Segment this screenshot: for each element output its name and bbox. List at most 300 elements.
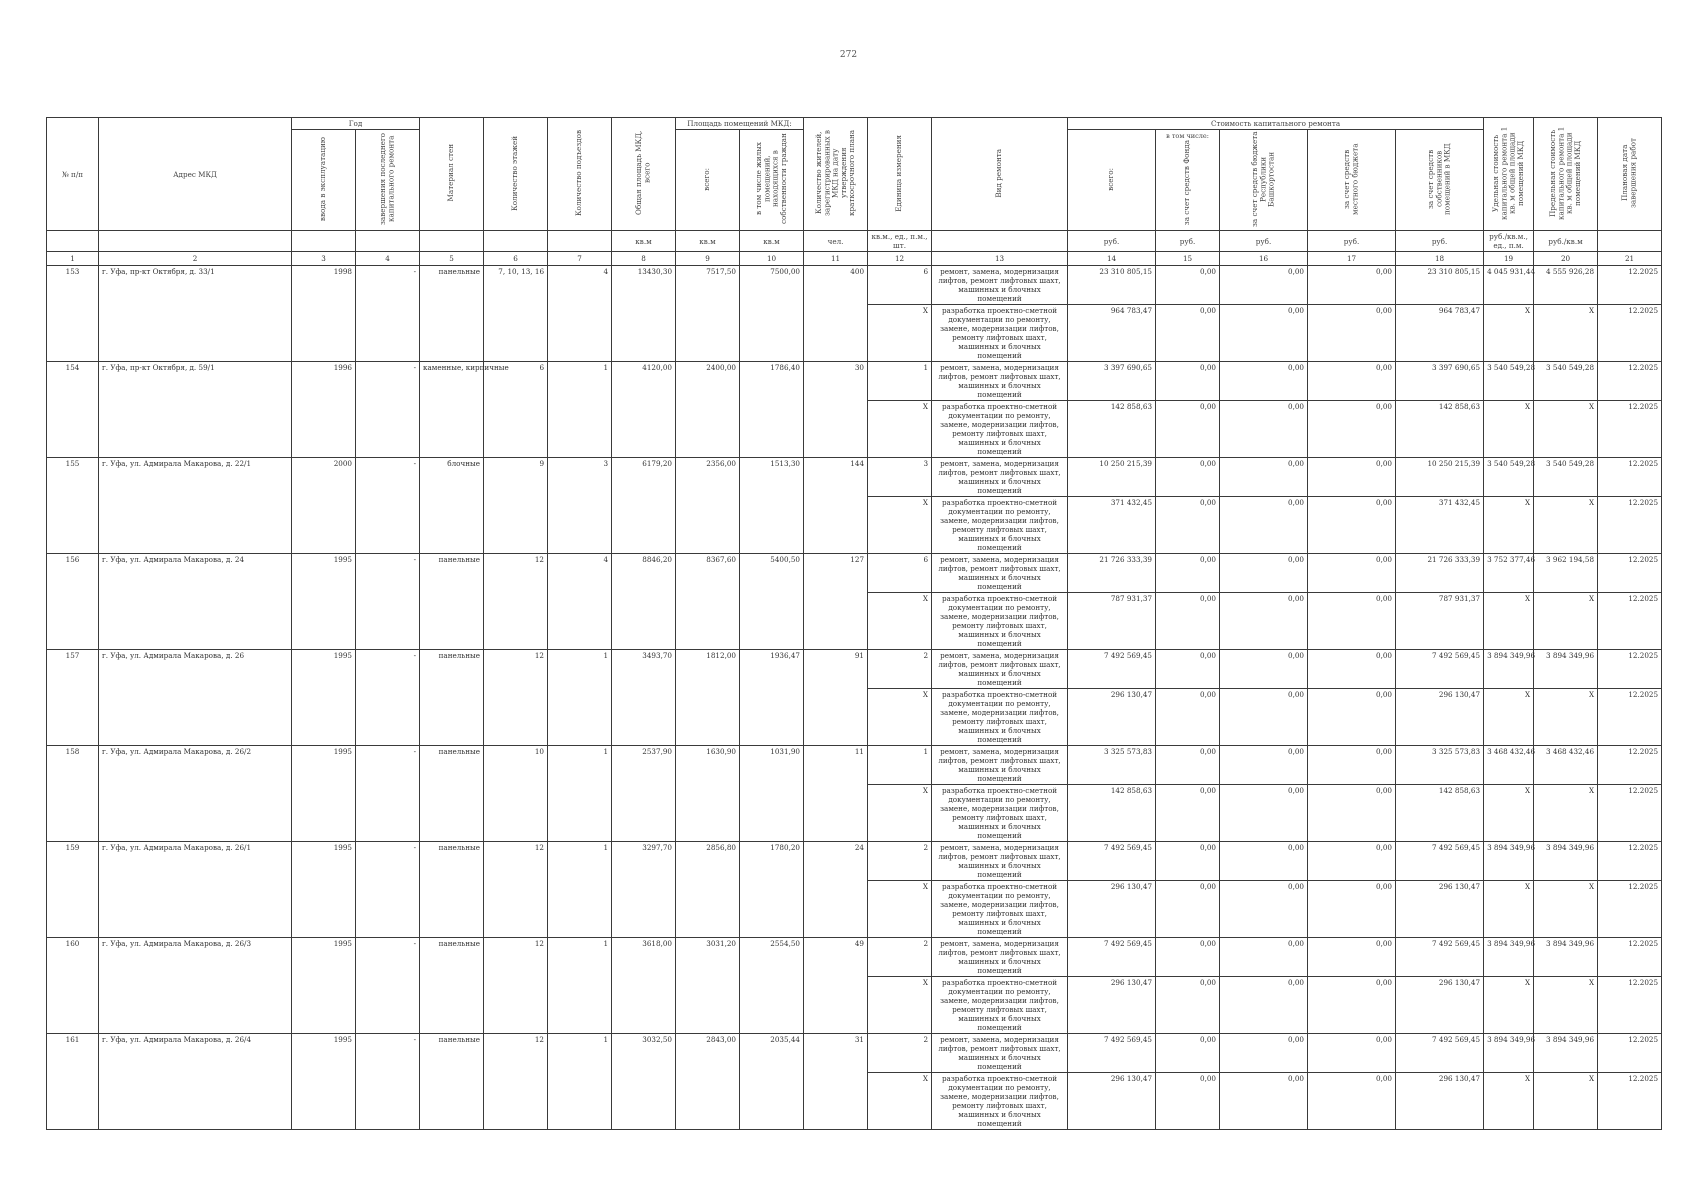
cell-number: 156 bbox=[47, 554, 99, 650]
cell-cost-fund: 0,00 bbox=[1156, 842, 1220, 881]
cell-repair-kind: ремонт, замена, модернизация лифтов, ремонт лифтовых шахт, машинных и блочных помещений bbox=[932, 746, 1068, 785]
cell-cost-total: 296 130,47 bbox=[1068, 1073, 1156, 1130]
cell-cost-owners: 7 492 569,45 bbox=[1396, 650, 1484, 689]
cell-total-area: 3493,70 bbox=[612, 650, 676, 746]
cell-number: 153 bbox=[47, 266, 99, 362]
header-total-area: Общая площадь МКД, всего bbox=[612, 118, 676, 231]
cell-cost-republic: 0,00 bbox=[1220, 593, 1308, 650]
unit-9: кв.м bbox=[676, 231, 740, 252]
cell-plan-date: 12.2025 bbox=[1598, 650, 1662, 689]
cell-limit-cost: X bbox=[1534, 305, 1598, 362]
header-cost-group: Стоимость капитального ремонта bbox=[1068, 118, 1484, 130]
cell-cost-fund: 0,00 bbox=[1156, 746, 1220, 785]
cell-plan-date: 12.2025 bbox=[1598, 266, 1662, 305]
cell-address: г. Уфа, ул. Адмирала Макарова, д. 22/1 bbox=[99, 458, 292, 554]
cell-cost-owners: 964 783,47 bbox=[1396, 305, 1484, 362]
header-cost-fund: в том числе: за счет средств Фонда bbox=[1156, 130, 1220, 231]
cell-limit-cost: X bbox=[1534, 497, 1598, 554]
units-row bbox=[47, 231, 1662, 252]
cell-unit: 2 bbox=[868, 938, 932, 977]
cell-cost-fund: 0,00 bbox=[1156, 266, 1220, 305]
cell-repair-kind: ремонт, замена, модернизация лифтов, ремонт лифтовых шахт, машинных и блочных помещений bbox=[932, 266, 1068, 305]
cell-address: г. Уфа, ул. Адмирала Макарова, д. 26/1 bbox=[99, 842, 292, 938]
column-number: 20 bbox=[1534, 252, 1598, 266]
cell-specific-cost: X bbox=[1484, 401, 1534, 458]
cell-repair-kind: разработка проектно-сметной документации по ремонту, замене, модернизации лифтов, ремонту лифтовых шахт, машинных и блочных помещений bbox=[932, 401, 1068, 458]
header-repair-kind: Вид ремонта bbox=[932, 118, 1068, 231]
cell-specific-cost: 3 894 349,96 bbox=[1484, 842, 1534, 881]
cell-cost-local: 0,00 bbox=[1308, 497, 1396, 554]
cell-cost-republic: 0,00 bbox=[1220, 554, 1308, 593]
cell-cost-local: 0,00 bbox=[1308, 746, 1396, 785]
cell-entrances: 1 bbox=[548, 1034, 612, 1130]
cell-area-residential: 7500,00 bbox=[740, 266, 804, 362]
header-floors: Количество этажей bbox=[484, 118, 548, 231]
cell-address: г. Уфа, ул. Адмирала Макарова, д. 26/2 bbox=[99, 746, 292, 842]
cell-total-area: 3032,50 bbox=[612, 1034, 676, 1130]
cell-unit: 1 bbox=[868, 362, 932, 401]
cell-last-repair-year: - bbox=[356, 650, 420, 746]
cell-number: 157 bbox=[47, 650, 99, 746]
cell-cost-total: 10 250 215,39 bbox=[1068, 458, 1156, 497]
header-area-all: всего: bbox=[676, 130, 740, 231]
cell-plan-date: 12.2025 bbox=[1598, 881, 1662, 938]
cell-unit: X bbox=[868, 689, 932, 746]
cell-cost-owners: 7 492 569,45 bbox=[1396, 1034, 1484, 1073]
cell-cost-republic: 0,00 bbox=[1220, 785, 1308, 842]
cell-total-area: 3618,00 bbox=[612, 938, 676, 1034]
cell-cost-owners: 371 432,45 bbox=[1396, 497, 1484, 554]
cell-area-residential: 1031,90 bbox=[740, 746, 804, 842]
cell-last-repair-year: - bbox=[356, 554, 420, 650]
cell-cost-fund: 0,00 bbox=[1156, 977, 1220, 1034]
cell-entrances: 1 bbox=[548, 842, 612, 938]
cell-unit: 6 bbox=[868, 266, 932, 305]
table-row bbox=[47, 746, 1662, 785]
cell-repair-kind: разработка проектно-сметной документации по ремонту, замене, модернизации лифтов, ремонту лифтовых шахт, машинных и блочных помещений bbox=[932, 1073, 1068, 1130]
cell-area-all: 2400,00 bbox=[676, 362, 740, 458]
cell-total-area: 4120,00 bbox=[612, 362, 676, 458]
cell-repair-kind: ремонт, замена, модернизация лифтов, ремонт лифтовых шахт, машинных и блочных помещений bbox=[932, 554, 1068, 593]
cell-address: г. Уфа, пр-кт Октября, д. 33/1 bbox=[99, 266, 292, 362]
column-number: 10 bbox=[740, 252, 804, 266]
cell-cost-owners: 10 250 215,39 bbox=[1396, 458, 1484, 497]
cell-cost-fund: 0,00 bbox=[1156, 1073, 1220, 1130]
cell-cost-total: 296 130,47 bbox=[1068, 881, 1156, 938]
cell-commissioning-year: 1995 bbox=[292, 554, 356, 650]
cell-plan-date: 12.2025 bbox=[1598, 1034, 1662, 1073]
cell-repair-kind: разработка проектно-сметной документации по ремонту, замене, модернизации лифтов, ремонту лифтовых шахт, машинных и блочных помещений bbox=[932, 881, 1068, 938]
cell-address: г. Уфа, пр-кт Октября, д. 59/1 bbox=[99, 362, 292, 458]
cell-cost-owners: 142 858,63 bbox=[1396, 785, 1484, 842]
cell-cost-local: 0,00 bbox=[1308, 593, 1396, 650]
repair-plan-table bbox=[46, 117, 1662, 1130]
cell-area-all: 3031,20 bbox=[676, 938, 740, 1034]
cell-address: г. Уфа, ул. Адмирала Макарова, д. 26/3 bbox=[99, 938, 292, 1034]
cell-cost-local: 0,00 bbox=[1308, 401, 1396, 458]
cell-specific-cost: 3 894 349,96 bbox=[1484, 650, 1534, 689]
cell-residents: 127 bbox=[804, 554, 868, 650]
unit-10: кв.м bbox=[740, 231, 804, 252]
column-number: 17 bbox=[1308, 252, 1396, 266]
cell-limit-cost: X bbox=[1534, 1073, 1598, 1130]
cell-cost-fund: 0,00 bbox=[1156, 1034, 1220, 1073]
cell-repair-kind: разработка проектно-сметной документации по ремонту, замене, модернизации лифтов, ремонту лифтовых шахт, машинных и блочных помещений bbox=[932, 977, 1068, 1034]
cell-unit: 2 bbox=[868, 842, 932, 881]
cell-area-residential: 2554,50 bbox=[740, 938, 804, 1034]
cell-commissioning-year: 1995 bbox=[292, 1034, 356, 1130]
cell-entrances: 1 bbox=[548, 362, 612, 458]
cell-unit: X bbox=[868, 497, 932, 554]
cell-cost-total: 371 432,45 bbox=[1068, 497, 1156, 554]
cell-cost-owners: 142 858,63 bbox=[1396, 401, 1484, 458]
unit-12: кв.м., ед., п.м., шт. bbox=[868, 231, 932, 252]
cell-floors: 12 bbox=[484, 842, 548, 938]
cell-specific-cost: X bbox=[1484, 977, 1534, 1034]
cell-number: 158 bbox=[47, 746, 99, 842]
cell-cost-owners: 7 492 569,45 bbox=[1396, 842, 1484, 881]
cell-cost-owners: 296 130,47 bbox=[1396, 1073, 1484, 1130]
cell-entrances: 1 bbox=[548, 746, 612, 842]
column-number: 2 bbox=[99, 252, 292, 266]
cell-cost-owners: 787 931,37 bbox=[1396, 593, 1484, 650]
cell-wall-material: панельные bbox=[420, 938, 484, 1034]
column-numbers-row bbox=[47, 252, 1662, 266]
cell-entrances: 4 bbox=[548, 554, 612, 650]
cell-cost-republic: 0,00 bbox=[1220, 362, 1308, 401]
table-row bbox=[47, 1034, 1662, 1073]
cell-cost-total: 21 726 333,39 bbox=[1068, 554, 1156, 593]
cell-cost-owners: 3 397 690,65 bbox=[1396, 362, 1484, 401]
column-number: 7 bbox=[548, 252, 612, 266]
cell-plan-date: 12.2025 bbox=[1598, 401, 1662, 458]
cell-address: г. Уфа, ул. Адмирала Макарова, д. 26/4 bbox=[99, 1034, 292, 1130]
header-cost-owners: за счет средств собственников помещений в МКД bbox=[1396, 130, 1484, 231]
cell-area-all: 2843,00 bbox=[676, 1034, 740, 1130]
cell-cost-total: 964 783,47 bbox=[1068, 305, 1156, 362]
cell-cost-local: 0,00 bbox=[1308, 977, 1396, 1034]
table-row bbox=[47, 938, 1662, 977]
cell-commissioning-year: 1996 bbox=[292, 362, 356, 458]
column-number: 4 bbox=[356, 252, 420, 266]
cell-cost-republic: 0,00 bbox=[1220, 977, 1308, 1034]
cell-cost-local: 0,00 bbox=[1308, 1034, 1396, 1073]
cell-cost-local: 0,00 bbox=[1308, 881, 1396, 938]
header-residents: Количество жителей, зарегистрированных в МКД на дату утверждения краткосрочного плана bbox=[804, 118, 868, 231]
cell-cost-local: 0,00 bbox=[1308, 938, 1396, 977]
cell-cost-fund: 0,00 bbox=[1156, 785, 1220, 842]
cell-area-residential: 2035,44 bbox=[740, 1034, 804, 1130]
cell-commissioning-year: 1998 bbox=[292, 266, 356, 362]
cell-number: 154 bbox=[47, 362, 99, 458]
cell-area-residential: 1936,47 bbox=[740, 650, 804, 746]
cell-cost-total: 296 130,47 bbox=[1068, 977, 1156, 1034]
cell-commissioning-year: 1995 bbox=[292, 938, 356, 1034]
cell-residents: 400 bbox=[804, 266, 868, 362]
cell-last-repair-year: - bbox=[356, 842, 420, 938]
cell-total-area: 8846,20 bbox=[612, 554, 676, 650]
cell-wall-material: панельные bbox=[420, 554, 484, 650]
table-row bbox=[47, 458, 1662, 497]
cell-cost-republic: 0,00 bbox=[1220, 938, 1308, 977]
cell-cost-fund: 0,00 bbox=[1156, 650, 1220, 689]
cell-limit-cost: 3 894 349,96 bbox=[1534, 938, 1598, 977]
cell-cost-fund: 0,00 bbox=[1156, 458, 1220, 497]
cell-cost-fund: 0,00 bbox=[1156, 362, 1220, 401]
header-area-residential: в том числе жилых помещений, находящихся в собственности граждан bbox=[740, 130, 804, 231]
column-number: 13 bbox=[932, 252, 1068, 266]
cell-floors: 12 bbox=[484, 1034, 548, 1130]
cell-plan-date: 12.2025 bbox=[1598, 842, 1662, 881]
cell-cost-owners: 7 492 569,45 bbox=[1396, 938, 1484, 977]
cell-cost-republic: 0,00 bbox=[1220, 458, 1308, 497]
table-header bbox=[47, 118, 1662, 266]
cell-last-repair-year: - bbox=[356, 938, 420, 1034]
cell-floors: 12 bbox=[484, 650, 548, 746]
cell-residents: 24 bbox=[804, 842, 868, 938]
cell-cost-owners: 23 310 805,15 bbox=[1396, 266, 1484, 305]
unit-18: руб. bbox=[1396, 231, 1484, 252]
cell-unit: 2 bbox=[868, 650, 932, 689]
cell-address: г. Уфа, ул. Адмирала Макарова, д. 24 bbox=[99, 554, 292, 650]
page-number: 272 bbox=[839, 50, 858, 60]
header-year-group: Год bbox=[292, 118, 420, 130]
cell-cost-fund: 0,00 bbox=[1156, 938, 1220, 977]
column-number: 15 bbox=[1156, 252, 1220, 266]
cell-repair-kind: разработка проектно-сметной документации по ремонту, замене, модернизации лифтов, ремонту лифтовых шахт, машинных и блочных помещений bbox=[932, 497, 1068, 554]
cell-cost-republic: 0,00 bbox=[1220, 881, 1308, 938]
cell-area-residential: 1780,20 bbox=[740, 842, 804, 938]
column-number: 16 bbox=[1220, 252, 1308, 266]
cell-limit-cost: 3 894 349,96 bbox=[1534, 650, 1598, 689]
cell-unit: X bbox=[868, 785, 932, 842]
cell-cost-republic: 0,00 bbox=[1220, 746, 1308, 785]
cell-last-repair-year: - bbox=[356, 362, 420, 458]
cell-commissioning-year: 1995 bbox=[292, 746, 356, 842]
cell-limit-cost: 3 894 349,96 bbox=[1534, 1034, 1598, 1073]
cell-plan-date: 12.2025 bbox=[1598, 497, 1662, 554]
cell-last-repair-year: - bbox=[356, 1034, 420, 1130]
cell-number: 155 bbox=[47, 458, 99, 554]
header-cost-local: за счет средств местного бюджета bbox=[1308, 130, 1396, 231]
cell-specific-cost: X bbox=[1484, 497, 1534, 554]
column-number: 14 bbox=[1068, 252, 1156, 266]
column-number: 3 bbox=[292, 252, 356, 266]
cell-residents: 31 bbox=[804, 1034, 868, 1130]
cell-cost-total: 296 130,47 bbox=[1068, 689, 1156, 746]
cell-limit-cost: X bbox=[1534, 593, 1598, 650]
cell-wall-material: панельные bbox=[420, 266, 484, 362]
cell-wall-material: панельные bbox=[420, 842, 484, 938]
cell-specific-cost: X bbox=[1484, 1073, 1534, 1130]
cell-residents: 30 bbox=[804, 362, 868, 458]
cell-area-all: 2356,00 bbox=[676, 458, 740, 554]
header-commissioning: ввода в эксплуатацию bbox=[292, 130, 356, 231]
cell-floors: 12 bbox=[484, 938, 548, 1034]
cell-cost-total: 7 492 569,45 bbox=[1068, 650, 1156, 689]
cell-cost-local: 0,00 bbox=[1308, 362, 1396, 401]
cell-unit: 6 bbox=[868, 554, 932, 593]
cell-floors: 10 bbox=[484, 746, 548, 842]
cell-limit-cost: X bbox=[1534, 689, 1598, 746]
table-row bbox=[47, 842, 1662, 881]
cell-cost-republic: 0,00 bbox=[1220, 401, 1308, 458]
header-address: Адрес МКД bbox=[99, 118, 292, 231]
cell-unit: X bbox=[868, 977, 932, 1034]
cell-cost-total: 7 492 569,45 bbox=[1068, 842, 1156, 881]
cell-wall-material: блочные bbox=[420, 458, 484, 554]
unit-14: руб. bbox=[1068, 231, 1156, 252]
cell-cost-total: 3 397 690,65 bbox=[1068, 362, 1156, 401]
cell-limit-cost: X bbox=[1534, 881, 1598, 938]
cell-cost-total: 142 858,63 bbox=[1068, 785, 1156, 842]
column-number: 11 bbox=[804, 252, 868, 266]
cell-address: г. Уфа, ул. Адмирала Макарова, д. 26 bbox=[99, 650, 292, 746]
cell-cost-total: 142 858,63 bbox=[1068, 401, 1156, 458]
cell-limit-cost: 3 468 432,46 bbox=[1534, 746, 1598, 785]
cell-wall-material: панельные bbox=[420, 746, 484, 842]
cell-unit: X bbox=[868, 401, 932, 458]
cell-cost-local: 0,00 bbox=[1308, 554, 1396, 593]
cell-specific-cost: X bbox=[1484, 785, 1534, 842]
cell-wall-material: панельные bbox=[420, 1034, 484, 1130]
cell-commissioning-year: 2000 bbox=[292, 458, 356, 554]
unit-8: кв.м bbox=[612, 231, 676, 252]
cell-unit: X bbox=[868, 305, 932, 362]
cell-residents: 91 bbox=[804, 650, 868, 746]
cell-area-residential: 5400,50 bbox=[740, 554, 804, 650]
cell-last-repair-year: - bbox=[356, 458, 420, 554]
table-row bbox=[47, 362, 1662, 401]
unit-15: руб. bbox=[1156, 231, 1220, 252]
cell-plan-date: 12.2025 bbox=[1598, 977, 1662, 1034]
cell-unit: X bbox=[868, 881, 932, 938]
cell-cost-fund: 0,00 bbox=[1156, 305, 1220, 362]
cell-floors: 7, 10, 13, 16 bbox=[484, 266, 548, 362]
cell-commissioning-year: 1995 bbox=[292, 650, 356, 746]
unit-17: руб. bbox=[1308, 231, 1396, 252]
cell-entrances: 4 bbox=[548, 266, 612, 362]
unit-11: чел. bbox=[804, 231, 868, 252]
column-number: 5 bbox=[420, 252, 484, 266]
cell-total-area: 2537,90 bbox=[612, 746, 676, 842]
cell-cost-fund: 0,00 bbox=[1156, 689, 1220, 746]
cell-floors: 6 bbox=[484, 362, 548, 458]
cell-cost-total: 3 325 573,83 bbox=[1068, 746, 1156, 785]
cell-cost-owners: 296 130,47 bbox=[1396, 881, 1484, 938]
cell-limit-cost: 3 540 549,28 bbox=[1534, 362, 1598, 401]
cell-unit: 1 bbox=[868, 746, 932, 785]
cell-cost-owners: 21 726 333,39 bbox=[1396, 554, 1484, 593]
cell-area-all: 7517,50 bbox=[676, 266, 740, 362]
cell-cost-owners: 3 325 573,83 bbox=[1396, 746, 1484, 785]
header-specific-cost: Удельная стоимость капитального ремонта 1 кв. м общей площади помещений МКД bbox=[1484, 118, 1534, 231]
table-row bbox=[47, 266, 1662, 305]
cell-unit: 2 bbox=[868, 1034, 932, 1073]
cell-plan-date: 12.2025 bbox=[1598, 785, 1662, 842]
cell-limit-cost: 3 962 194,58 bbox=[1534, 554, 1598, 593]
cell-number: 159 bbox=[47, 842, 99, 938]
cell-cost-fund: 0,00 bbox=[1156, 881, 1220, 938]
column-number: 9 bbox=[676, 252, 740, 266]
cell-specific-cost: X bbox=[1484, 881, 1534, 938]
unit-19: руб./кв.м., ед., п.м. bbox=[1484, 231, 1534, 252]
cell-unit: 3 bbox=[868, 458, 932, 497]
cell-area-all: 2856,80 bbox=[676, 842, 740, 938]
header-wall-material: Материал стен bbox=[420, 118, 484, 231]
cell-residents: 49 bbox=[804, 938, 868, 1034]
header-area-group: Площадь помещений МКД: bbox=[676, 118, 804, 130]
cell-cost-local: 0,00 bbox=[1308, 305, 1396, 362]
cell-specific-cost: X bbox=[1484, 593, 1534, 650]
cell-cost-republic: 0,00 bbox=[1220, 842, 1308, 881]
column-number: 19 bbox=[1484, 252, 1534, 266]
cell-total-area: 3297,70 bbox=[612, 842, 676, 938]
unit-16: руб. bbox=[1220, 231, 1308, 252]
cell-cost-republic: 0,00 bbox=[1220, 1034, 1308, 1073]
cell-cost-fund: 0,00 bbox=[1156, 593, 1220, 650]
cell-plan-date: 12.2025 bbox=[1598, 593, 1662, 650]
cell-cost-local: 0,00 bbox=[1308, 842, 1396, 881]
cell-cost-owners: 296 130,47 bbox=[1396, 977, 1484, 1034]
cell-number: 160 bbox=[47, 938, 99, 1034]
cell-number: 161 bbox=[47, 1034, 99, 1130]
cell-commissioning-year: 1995 bbox=[292, 842, 356, 938]
cell-limit-cost: X bbox=[1534, 977, 1598, 1034]
cell-total-area: 6179,20 bbox=[612, 458, 676, 554]
cell-cost-republic: 0,00 bbox=[1220, 266, 1308, 305]
cell-specific-cost: 3 468 432,46 bbox=[1484, 746, 1534, 785]
header-unit: Единица измерения bbox=[868, 118, 932, 231]
cell-repair-kind: ремонт, замена, модернизация лифтов, ремонт лифтовых шахт, машинных и блочных помещений bbox=[932, 362, 1068, 401]
header-cost-total: всего: bbox=[1068, 130, 1156, 231]
cell-specific-cost: 3 540 549,28 bbox=[1484, 362, 1534, 401]
column-number: 12 bbox=[868, 252, 932, 266]
cell-plan-date: 12.2025 bbox=[1598, 938, 1662, 977]
cell-repair-kind: ремонт, замена, модернизация лифтов, ремонт лифтовых шахт, машинных и блочных помещений bbox=[932, 938, 1068, 977]
cell-plan-date: 12.2025 bbox=[1598, 746, 1662, 785]
cell-unit: X bbox=[868, 593, 932, 650]
table-body bbox=[47, 266, 1662, 1130]
cell-floors: 12 bbox=[484, 554, 548, 650]
cell-cost-local: 0,00 bbox=[1308, 1073, 1396, 1130]
cell-repair-kind: разработка проектно-сметной документации по ремонту, замене, модернизации лифтов, ремонту лифтовых шахт, машинных и блочных помещений bbox=[932, 305, 1068, 362]
cell-cost-local: 0,00 bbox=[1308, 689, 1396, 746]
cell-specific-cost: 3 752 377,46 bbox=[1484, 554, 1534, 593]
cell-specific-cost: 3 540 549,28 bbox=[1484, 458, 1534, 497]
cell-specific-cost: X bbox=[1484, 689, 1534, 746]
column-number: 6 bbox=[484, 252, 548, 266]
cell-repair-kind: разработка проектно-сметной документации по ремонту, замене, модернизации лифтов, ремонту лифтовых шахт, машинных и блочных помещений bbox=[932, 689, 1068, 746]
cell-specific-cost: 3 894 349,96 bbox=[1484, 938, 1534, 977]
cell-limit-cost: 3 894 349,96 bbox=[1534, 842, 1598, 881]
cell-last-repair-year: - bbox=[356, 266, 420, 362]
cell-cost-total: 7 492 569,45 bbox=[1068, 938, 1156, 977]
cell-entrances: 1 bbox=[548, 650, 612, 746]
cell-limit-cost: X bbox=[1534, 401, 1598, 458]
cell-wall-material: каменные, кирпичные bbox=[420, 362, 484, 458]
cell-specific-cost: X bbox=[1484, 305, 1534, 362]
cell-wall-material: панельные bbox=[420, 650, 484, 746]
cell-repair-kind: ремонт, замена, модернизация лифтов, ремонт лифтовых шахт, машинных и блочных помещений bbox=[932, 650, 1068, 689]
cell-plan-date: 12.2025 bbox=[1598, 362, 1662, 401]
cell-residents: 11 bbox=[804, 746, 868, 842]
cell-cost-local: 0,00 bbox=[1308, 785, 1396, 842]
table-row bbox=[47, 554, 1662, 593]
cell-specific-cost: 4 045 931,44 bbox=[1484, 266, 1534, 305]
unit-20: руб./кв.м bbox=[1534, 231, 1598, 252]
cell-cost-republic: 0,00 bbox=[1220, 1073, 1308, 1130]
